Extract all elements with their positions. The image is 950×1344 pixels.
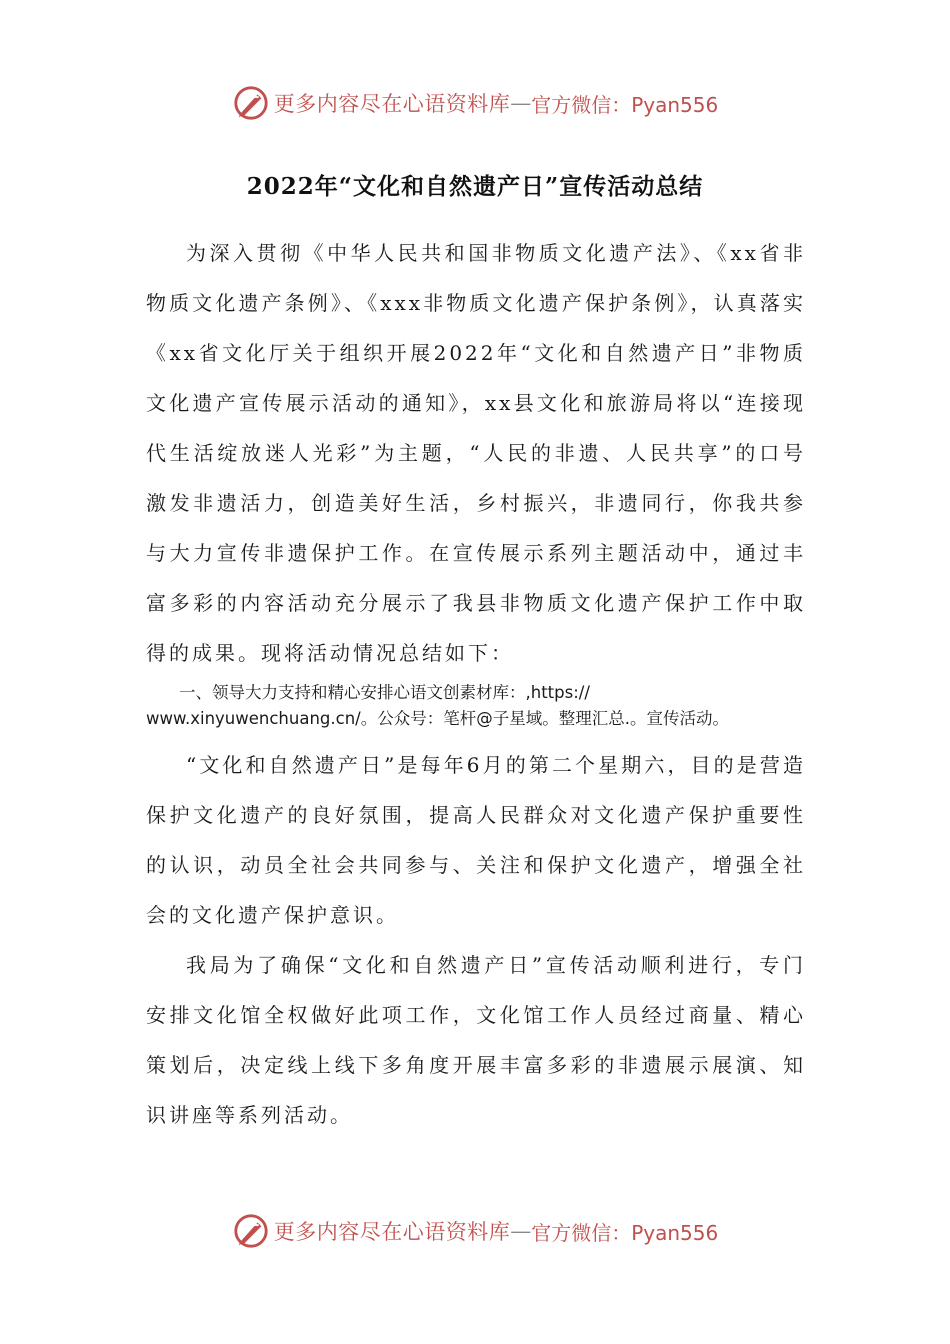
document-body xyxy=(146,228,806,1140)
pen-logo-icon xyxy=(232,84,270,122)
header-banner xyxy=(0,78,950,128)
body-paragraph: “文化和自然遗产日”是每年6月的第二个星期六，目的是营造保护文化遗产的良好氛围，提高人民群众对文化遗产保护重要性的认识，动员全社会共同参与、关注和保护文化遗产，增强全社会的文化遗产保护意识。 xyxy=(146,753,806,927)
document-title: 2022年“文化和自然遗产日”宣传活动总结 xyxy=(246,173,704,200)
footer-banner xyxy=(0,1206,950,1256)
banner-separator: — xyxy=(510,1219,532,1243)
section-heading-line1: 一、领导大力支持和精心安排心语文创素材库：,https:// xyxy=(179,683,590,702)
section-heading-1 xyxy=(146,678,806,740)
section-heading-line2: www.xinyuwenchuang.cn/。公众号：笔杆@子星域。整理汇总.。宣传活动。 xyxy=(146,709,729,728)
banner-wechat: 官方微信：Pyan556 xyxy=(531,1220,719,1245)
banner-text: 更多内容尽在心语资料库 xyxy=(273,92,511,116)
banner-wechat: 官方微信：Pyan556 xyxy=(531,92,719,117)
body-paragraph: 我局为了确保“文化和自然遗产日”宣传活动顺利进行，专门安排文化馆全权做好此项工作，文化馆工作人员经过商量、精心策划后，决定线上线下多角度开展丰富多彩的非遗展示展演、知识讲座等系列活动。 xyxy=(146,953,806,1127)
banner-separator: — xyxy=(510,91,532,115)
banner-text: 更多内容尽在心语资料库 xyxy=(273,1220,511,1244)
intro-paragraph: 为深入贯彻《中华人民共和国非物质文化遗产法》、《xx省非物质文化遗产条例》、《xxx非物质文化遗产保护条例》，认真落实《xx省文化厅关于组织开展2022年“文化和自然遗产日”非物质文化遗产宣传展示活动的通知》，xx县文化和旅游局将以“连接现代生活绽放迷人光彩”为主题，“人民的非遗、人民共享”的口号激发非遗活力，创造美好生活，乡村振兴，非遗同行，你我共参与大力宣传非遗保护工作。在宣传展示系列主题活动中，通过丰富多彩的内容活动充分展示了我县非物质文化遗产保护工作中取得的成果。现将活动情况总结如下： xyxy=(146,241,806,665)
pen-logo-icon xyxy=(232,1212,270,1250)
